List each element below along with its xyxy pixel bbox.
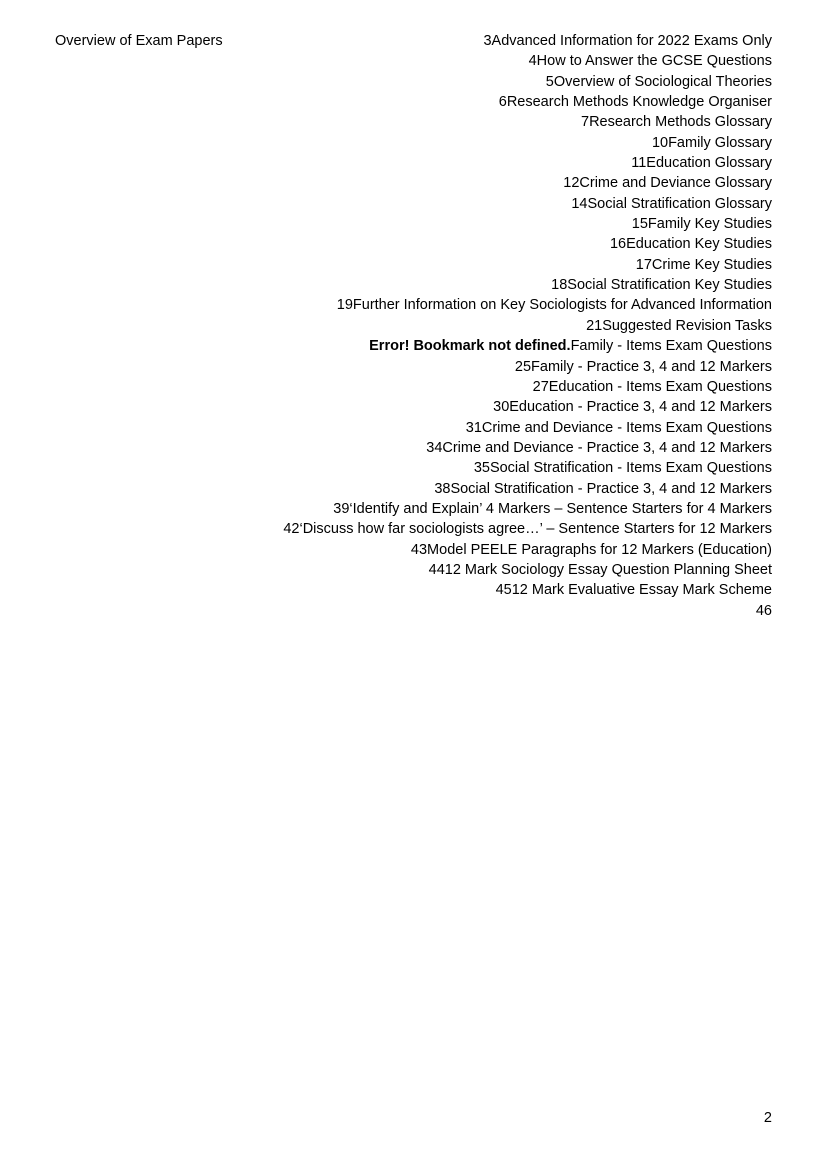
toc-entry-text: 14Social Stratification Glossary	[571, 195, 772, 212]
toc-entry-text: 31Crime and Deviance - Items Exam Questions	[465, 419, 772, 436]
toc-entry-text: 12Crime and Deviance Glossary	[563, 175, 772, 192]
toc-entry-text: 11Education Glossary	[631, 155, 772, 172]
toc-entry[interactable]	[172, 133, 772, 153]
toc-entry[interactable]	[172, 295, 772, 315]
toc-entry[interactable]	[172, 540, 772, 560]
toc-entry-text: 27Education - Items Exam Questions	[532, 378, 772, 395]
toc-entry[interactable]	[172, 194, 772, 214]
toc-entry[interactable]	[172, 92, 772, 112]
toc-entry[interactable]	[172, 357, 772, 377]
toc-entry-text: 25Family - Practice 3, 4 and 12 Markers	[514, 358, 772, 375]
toc-entry[interactable]	[172, 479, 772, 499]
toc-entry-text: Family - Items Exam Questions	[570, 338, 772, 355]
toc-entry[interactable]	[172, 377, 772, 397]
toc-entry-text: 5Overview of Sociological Theories	[545, 73, 772, 90]
toc-entry-text: 43Model PEELE Paragraphs for 12 Markers (Education)	[410, 541, 772, 558]
toc-entry-text: 4412 Mark Sociology Essay Question Planning Sheet	[428, 561, 772, 578]
toc-entry[interactable]	[172, 397, 772, 417]
toc-entry-text: 35Social Stratification - Items Exam Questions	[473, 460, 772, 477]
toc-heading: Overview of Exam Papers	[55, 33, 223, 49]
toc-entry[interactable]	[172, 173, 772, 193]
toc-entry[interactable]	[172, 72, 772, 92]
toc-entry[interactable]	[172, 560, 772, 580]
toc-entry-text: 3Advanced Information for 2022 Exams Only	[483, 33, 772, 49]
toc-entry-text: 4512 Mark Evaluative Essay Mark Scheme	[495, 582, 772, 599]
bookmark-error-text: Error! Bookmark not defined.	[369, 338, 571, 355]
toc-entry-text: 17Crime Key Studies	[635, 256, 772, 273]
toc-entry-text: 10Family Glossary	[651, 134, 772, 151]
toc-entry[interactable]	[172, 418, 772, 438]
toc-entry-text: 19Further Information on Key Sociologists for Advanced Information	[336, 297, 772, 314]
toc-entry-text: 30Education - Practice 3, 4 and 12 Markers	[493, 399, 772, 416]
toc-entry[interactable]	[172, 316, 772, 336]
toc-entry-text: 38Social Stratification - Practice 3, 4 and 12 Markers	[434, 480, 772, 497]
toc-entry[interactable]	[172, 580, 772, 600]
table-of-contents	[172, 31, 772, 621]
page-number: 2	[763, 1110, 772, 1126]
toc-entry-text: 42‘Discuss how far sociologists agree…’ – Sentence Starters for 12 Markers	[283, 521, 772, 538]
toc-entry[interactable]	[172, 438, 772, 458]
toc-entry[interactable]	[172, 458, 772, 478]
toc-entry-text: 34Crime and Deviance - Practice 3, 4 and 12 Markers	[426, 439, 772, 456]
toc-entry-text: 6Research Methods Knowledge Organiser	[498, 94, 772, 111]
toc-entry[interactable]	[172, 51, 772, 71]
toc-entry[interactable]	[172, 601, 772, 621]
toc-entry[interactable]	[172, 255, 772, 275]
toc-entry-text: 7Research Methods Glossary	[581, 114, 772, 131]
toc-entry-text: 46	[755, 602, 772, 619]
toc-entry[interactable]	[172, 31, 772, 51]
toc-entry[interactable]	[172, 153, 772, 173]
toc-entry-text: 16Education Key Studies	[609, 236, 772, 253]
toc-entry-text: 15Family Key Studies	[631, 216, 772, 233]
toc-entry[interactable]	[172, 275, 772, 295]
toc-entry[interactable]	[172, 499, 772, 519]
toc-entry-text: 18Social Stratification Key Studies	[551, 277, 772, 294]
toc-entry[interactable]	[172, 234, 772, 254]
toc-entry[interactable]	[172, 336, 772, 356]
toc-entry[interactable]	[172, 112, 772, 132]
toc-entry[interactable]	[172, 214, 772, 234]
toc-entry-text: 4How to Answer the GCSE Questions	[528, 53, 772, 70]
toc-entry[interactable]	[172, 519, 772, 539]
toc-entry-text: 21Suggested Revision Tasks	[586, 317, 772, 334]
toc-entry-text: 39‘Identify and Explain’ 4 Markers – Sentence Starters for 4 Markers	[333, 500, 772, 517]
